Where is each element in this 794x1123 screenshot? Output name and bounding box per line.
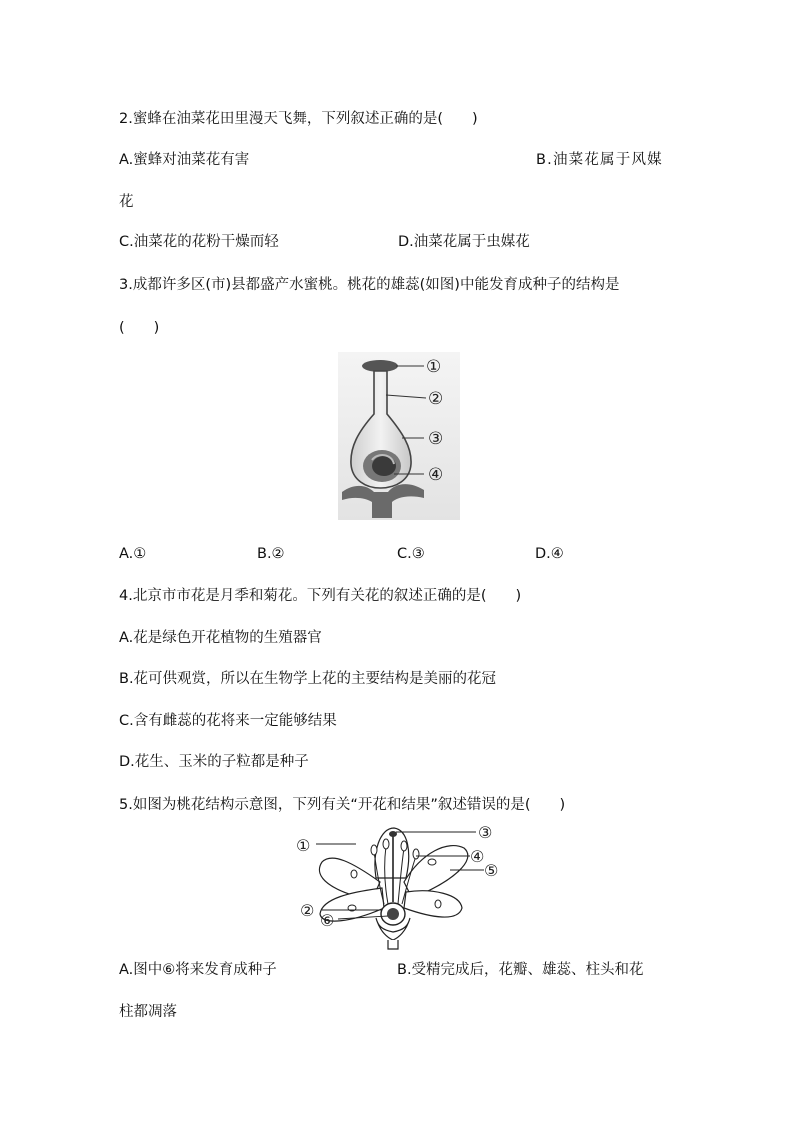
q4-option-c: C.含有雌蕊的花将来一定能够结果 — [119, 713, 337, 729]
q4-option-a: A.花是绿色开花植物的生殖器官 — [119, 630, 322, 646]
pistil-label-2: ② — [428, 389, 444, 409]
q5-option-b: B.受精完成后，花瓣、雄蕊、柱头和花 — [397, 962, 644, 978]
q3-stem: 3.成都许多区(市)县都盛产水蜜桃。桃花的雄蕊(如图)中能发育成种子的结构是 — [119, 277, 620, 293]
pistil-label-3: ③ — [428, 429, 444, 449]
q2-option-a: A.蜜蜂对油菜花有害 — [119, 152, 250, 168]
q2-option-d: D.油菜花属于虫媒花 — [398, 234, 530, 250]
q5-option-b-continued: 柱都凋落 — [119, 1004, 177, 1020]
peach-flower-diagram — [292, 822, 502, 950]
q3-option-b: B.② — [257, 546, 285, 562]
flower-label-2: ② — [300, 901, 315, 920]
petal-mark-3 — [428, 859, 436, 865]
anther-4 — [413, 849, 419, 859]
petal-mark-1 — [351, 870, 357, 878]
q4-option-d: D.花生、玉米的子粒都是种子 — [119, 754, 309, 770]
pistil-label-1: ① — [426, 357, 442, 377]
q5-stem: 5.如图为桃花结构示意图，下列有关“开花和结果”叙述错误的是( ) — [119, 797, 566, 813]
flower-label-5: ⑤ — [484, 861, 499, 880]
q3-stem-continued: ( ) — [119, 320, 160, 336]
q3-option-c: C.③ — [397, 546, 425, 562]
flower-label-3: ③ — [478, 823, 493, 842]
q4-stem: 4.北京市市花是月季和菊花。下列有关花的叙述正确的是( ) — [119, 588, 522, 604]
q3-option-a: A.① — [119, 546, 147, 562]
flower-stalk — [388, 940, 398, 949]
pistil-diagram — [338, 352, 460, 520]
q3-option-d: D.④ — [535, 546, 564, 562]
pistil-stigma — [389, 831, 397, 837]
q2-stem: 2.蜜蜂在油菜花田里漫天飞舞，下列叙述正确的是( ) — [119, 111, 478, 127]
anther-2 — [383, 839, 389, 849]
flower-label-1: ① — [296, 836, 311, 855]
flower-label-4: ④ — [470, 847, 485, 866]
q4-option-b: B.花可供观赏，所以在生物学上花的主要结构是美丽的花冠 — [119, 671, 497, 687]
petal-mark-4 — [435, 900, 441, 908]
q5-option-a: A.图中⑥将来发育成种子 — [119, 962, 277, 978]
flower-ovule — [387, 908, 399, 920]
q2-option-c: C.油菜花的花粉干燥而轻 — [119, 234, 279, 250]
flower-label-6: ⑥ — [320, 911, 335, 930]
anther-3 — [401, 841, 407, 851]
petal-right-lower — [404, 891, 462, 917]
anther-1 — [371, 845, 377, 855]
q2-option-b: B.油菜花属于风媒 — [536, 152, 663, 168]
q2-option-b-continued: 花 — [119, 194, 134, 210]
pistil-label-4: ④ — [428, 465, 444, 485]
